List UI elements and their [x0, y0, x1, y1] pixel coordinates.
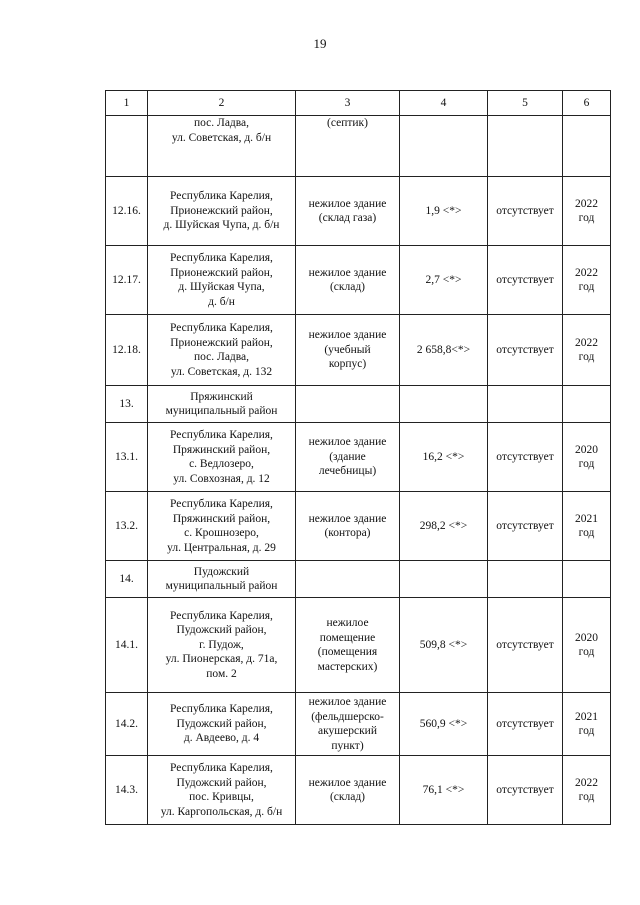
- cell-num: 13.2.: [106, 492, 148, 561]
- cell-year: [563, 116, 611, 177]
- header-cell: 6: [563, 91, 611, 116]
- cell-address: Республика Карелия, Прионежский район, д. Шуйская Чупа, д. б/н: [148, 177, 296, 246]
- cell-area: 2 658,8<*>: [400, 315, 488, 386]
- cell-area: 560,9 <*>: [400, 693, 488, 756]
- cell-address: Республика Карелия, Пудожский район, пос. Кривцы, ул. Каргопольская, д. б/н: [148, 756, 296, 825]
- cell-status: отсутствует: [488, 177, 563, 246]
- cell-status: отсутствует: [488, 598, 563, 693]
- page-number: 19: [313, 36, 327, 51]
- cell-num: 14.2.: [106, 693, 148, 756]
- cell-num: 12.18.: [106, 315, 148, 386]
- cell-type: [296, 561, 400, 598]
- table-row: [106, 756, 611, 825]
- cell-address: Республика Карелия, Пряжинский район, с. Крошнозеро, ул. Центральная, д. 29: [148, 492, 296, 561]
- table-row: [106, 423, 611, 492]
- header-cell: 3: [296, 91, 400, 116]
- table-row: [106, 116, 611, 177]
- cell-area: 76,1 <*>: [400, 756, 488, 825]
- cell-status: отсутствует: [488, 315, 563, 386]
- cell-num: 14.1.: [106, 598, 148, 693]
- cell-address: Республика Карелия, Пряжинский район, с. Ведлозеро, ул. Совхозная, д. 12: [148, 423, 296, 492]
- cell-type: нежилое здание (здание лечебницы): [296, 423, 400, 492]
- cell-num: 13.: [106, 386, 148, 423]
- cell-num: [106, 116, 148, 177]
- cell-year: 2021 год: [563, 492, 611, 561]
- header-cell: 1: [106, 91, 148, 116]
- cell-year: 2021 год: [563, 693, 611, 756]
- cell-area: 298,2 <*>: [400, 492, 488, 561]
- cell-num: 14.: [106, 561, 148, 598]
- cell-type: нежилое здание (контора): [296, 492, 400, 561]
- cell-year: 2020 год: [563, 423, 611, 492]
- cell-year: 2022 год: [563, 756, 611, 825]
- cell-area: [400, 561, 488, 598]
- cell-status: отсутствует: [488, 423, 563, 492]
- cell-type: нежилое здание (склад газа): [296, 177, 400, 246]
- cell-status: [488, 386, 563, 423]
- cell-area: 2,7 <*>: [400, 246, 488, 315]
- cell-type: нежилое здание (склад): [296, 246, 400, 315]
- cell-type: нежилое здание (фельдшерско- акушерский пункт): [296, 693, 400, 756]
- cell-address: Пряжинский муниципальный район: [148, 386, 296, 423]
- cell-area: 509,8 <*>: [400, 598, 488, 693]
- cell-year: [563, 386, 611, 423]
- property-table: [105, 90, 611, 825]
- cell-area: [400, 116, 488, 177]
- cell-year: 2022 год: [563, 315, 611, 386]
- cell-year: [563, 561, 611, 598]
- table-header-row: [106, 91, 611, 116]
- cell-year: 2020 год: [563, 598, 611, 693]
- cell-year: 2022 год: [563, 177, 611, 246]
- cell-area: 16,2 <*>: [400, 423, 488, 492]
- cell-num: 13.1.: [106, 423, 148, 492]
- cell-address: Республика Карелия, Пудожский район, г. Пудож, ул. Пионерская, д. 71а, пом. 2: [148, 598, 296, 693]
- cell-status: отсутствует: [488, 246, 563, 315]
- table-row: [106, 177, 611, 246]
- cell-status: отсутствует: [488, 756, 563, 825]
- table-row: [106, 246, 611, 315]
- table-row: [106, 561, 611, 598]
- cell-area: 1,9 <*>: [400, 177, 488, 246]
- cell-status: отсутствует: [488, 693, 563, 756]
- cell-address: Республика Карелия, Прионежский район, д. Шуйская Чупа, д. б/н: [148, 246, 296, 315]
- table-row: [106, 598, 611, 693]
- cell-address: Республика Карелия, Пудожский район, д. Авдеево, д. 4: [148, 693, 296, 756]
- header-cell: 5: [488, 91, 563, 116]
- cell-type: (септик): [296, 116, 400, 177]
- cell-type: нежилое здание (склад): [296, 756, 400, 825]
- cell-year: 2022 год: [563, 246, 611, 315]
- cell-num: 12.16.: [106, 177, 148, 246]
- cell-status: [488, 561, 563, 598]
- cell-type: [296, 386, 400, 423]
- cell-area: [400, 386, 488, 423]
- cell-status: [488, 116, 563, 177]
- cell-address: Республика Карелия, Прионежский район, пос. Ладва, ул. Советская, д. 132: [148, 315, 296, 386]
- cell-address: Пудожский муниципальный район: [148, 561, 296, 598]
- cell-status: отсутствует: [488, 492, 563, 561]
- cell-num: 14.3.: [106, 756, 148, 825]
- header-cell: 4: [400, 91, 488, 116]
- cell-num: 12.17.: [106, 246, 148, 315]
- cell-address: пос. Ладва, ул. Советская, д. б/н: [148, 116, 296, 177]
- header-cell: 2: [148, 91, 296, 116]
- cell-type: нежилое здание (учебный корпус): [296, 315, 400, 386]
- table-row: [106, 693, 611, 756]
- table-row: [106, 386, 611, 423]
- cell-type: нежилое помещение (помещения мастерских): [296, 598, 400, 693]
- table-row: [106, 315, 611, 386]
- table-row: [106, 492, 611, 561]
